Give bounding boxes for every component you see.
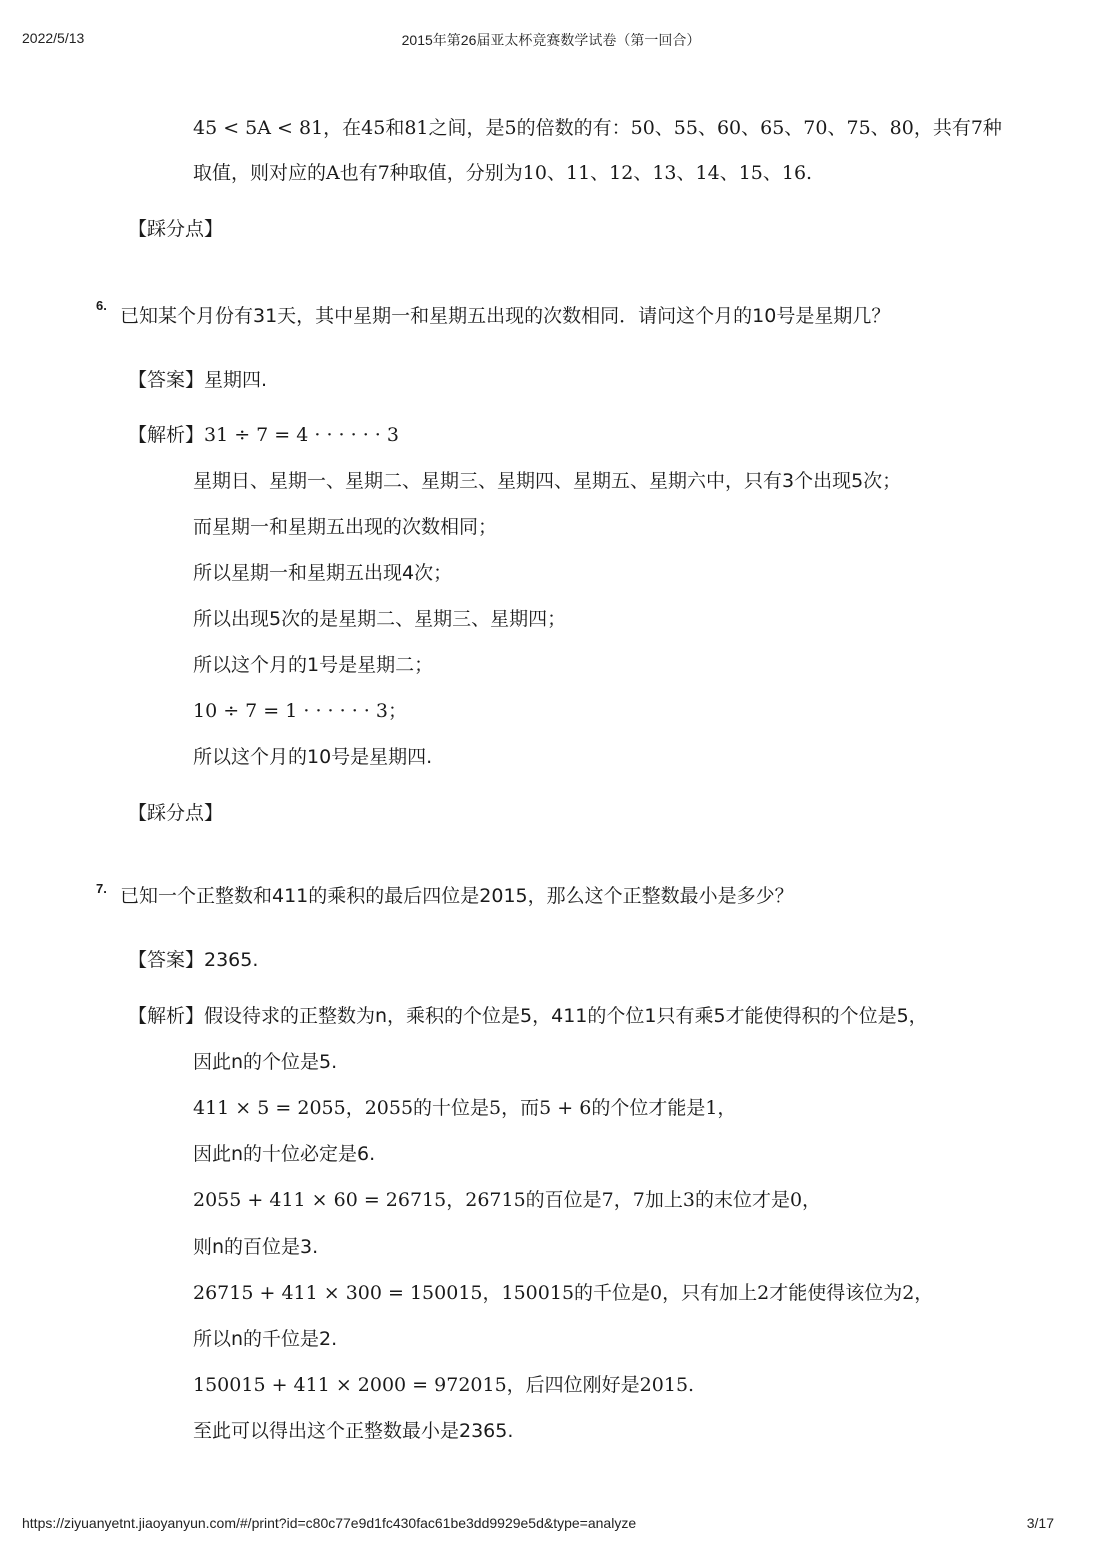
question-number: 7. <box>96 881 107 896</box>
analysis-step: 所以星期一和星期五出现4次； <box>193 562 453 584</box>
footer-url-link[interactable]: https://ziyuanyetnt.jiaoyanyun.com/#/print?id=c80c77e9d1fc430fac61be3dd9929e5d&type=analyze <box>22 1515 637 1531</box>
analysis-step: 10 ÷ 7 = 1 · · · · · · 3； <box>193 700 407 722</box>
analysis-head: 【解析】假设待求的正整数为n，乘积的个位是5，411的个位1只有乘5才能使得积的个位是5， <box>128 1005 928 1027</box>
question-number: 6. <box>96 298 107 313</box>
header-date: 2022/5/13 <box>22 30 85 46</box>
score-label: 【踩分点】 <box>128 802 224 824</box>
page-number: 3/17 <box>1026 1515 1054 1531</box>
answer-line: 【答案】星期四. <box>128 369 268 391</box>
analysis-step: 星期日、星期一、星期二、星期三、星期四、星期五、星期六中，只有3个出现5次； <box>193 470 902 492</box>
analysis-head: 【解析】31 ÷ 7 = 4 · · · · · · 3 <box>128 424 399 446</box>
analysis-step: 150015 + 411 × 2000 = 972015，后四位刚好是2015. <box>193 1374 695 1396</box>
analysis-step: 26715 + 411 × 300 = 150015，150015的千位是0，只有加上2才能使得该位为2， <box>193 1282 934 1304</box>
analysis-step: 则n的百位是3. <box>193 1236 319 1258</box>
analysis-step: 至此可以得出这个正整数最小是2365. <box>193 1420 514 1442</box>
prev-analysis-line: 取值，则对应的A也有7种取值，分别为10、11、12、13、14、15、16. <box>193 162 813 184</box>
analysis-step: 所以出现5次的是星期二、星期三、星期四； <box>193 608 567 630</box>
question-text: 已知某个月份有31天，其中星期一和星期五出现的次数相同．请问这个月的10号是星期几？ <box>120 305 891 327</box>
analysis-step: 而星期一和星期五出现的次数相同； <box>193 516 498 538</box>
analysis-step: 2055 + 411 × 60 = 26715，26715的百位是7，7加上3的末位才是0， <box>193 1189 822 1211</box>
analysis-step: 所以这个月的1号是星期二； <box>193 654 434 676</box>
header-title: 2015年第26届亚太杯竞赛数学试卷（第一回合） <box>401 32 701 48</box>
question-text: 已知一个正整数和411的乘积的最后四位是2015，那么这个正整数最小是多少？ <box>120 885 794 907</box>
analysis-step: 所以n的千位是2. <box>193 1328 338 1350</box>
answer-line: 【答案】2365. <box>128 949 259 971</box>
analysis-step: 所以这个月的10号是星期四. <box>193 746 433 768</box>
prev-analysis-line: 45 < 5A < 81，在45和81之间，是5的倍数的有：50、55、60、65、70、75、80，共有7种 <box>193 117 1002 139</box>
analysis-step: 因此n的十位必定是6. <box>193 1143 376 1165</box>
analysis-step: 411 × 5 = 2055，2055的十位是5，而5 + 6的个位才能是1， <box>193 1097 737 1119</box>
prev-score-label: 【踩分点】 <box>128 218 224 240</box>
analysis-step: 因此n的个位是5. <box>193 1051 338 1073</box>
